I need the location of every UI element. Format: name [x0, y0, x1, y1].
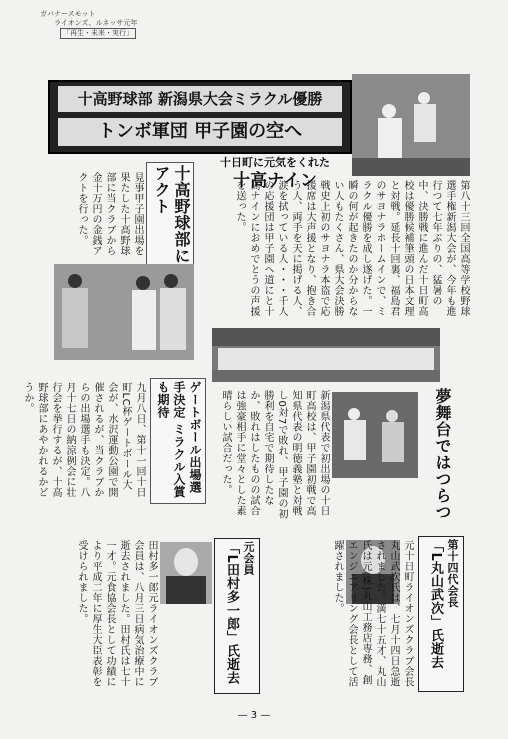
photo-baseball-celebration [352, 74, 470, 176]
main-article-text: 第八十三回全国高等学校野球選手権新潟大会が、今年も進行つて七年ぶりの、猛暑の中、決勝戦に進んだ十日町高校は優勝候補筆頭の日本文理と対戦。延長十回裏、福島君のサヨナラホームインで、ミラクル優勝を成し遂げた。一瞬の何が起きたのか分からない人もたくさん、県大会決勝戦史上初のサヨナラ本盗で応援席は大声援となり、抱き合う人、両手を天に掲げる人、涙を拭っている人・・・千人の応援団は甲子園へ道にと十高ナインにおめでとうの声援を送った。 [234, 180, 469, 317]
header-line-1: ガバナースモット [40, 10, 96, 18]
obituary-2-text: 田村多一郎元ライオンズクラブ会員は、八月三日病気治療中に逝去されました。田村氏は七十一才。元食協会長として功績により平成二年に厚生大臣表彰を受けられました。 [76, 540, 157, 687]
newsletter-header [40, 10, 137, 39]
headline-line-2: トンボ軍団 甲子園の空へ [58, 118, 342, 146]
obituary-1-title [418, 536, 464, 692]
page-number: — 3 — [237, 710, 271, 721]
headline-line-1: 十高野球部 新潟県大会ミラクル優勝 [58, 86, 342, 112]
photo-donation-ceremony [54, 264, 194, 360]
header-line-2: ライオンズ、ルネッサ元年 [54, 19, 138, 27]
headline-banner [48, 80, 352, 154]
obituary-2-role: 元会員 [242, 541, 255, 576]
photo-obituary-2-portrait [160, 542, 212, 604]
dream-title: 夢舞台ではつらつ [433, 388, 452, 520]
header-line-3: 「再生・未来・実行」 [60, 28, 136, 39]
photo-batter [332, 392, 418, 478]
photo-team-lineup [212, 328, 440, 382]
sub-headline-line-1: 十日町に元気をくれた [220, 156, 330, 169]
obituary-1-name: 「L丸山武次」氏逝去 [428, 539, 443, 670]
sub-headline-line-2: 十高ナイン [233, 171, 317, 191]
obituary-1-role: 第十四代会長 [446, 539, 459, 608]
act-text: 見事甲子園出場を果たした十高野球部に当クラブから金十万円の金銭アクトを行った。 [76, 172, 143, 256]
gateball-title: ゲートボール出場選手決定 ミラクル入賞も期待 [150, 378, 206, 504]
obituary-2-title [214, 538, 260, 694]
gateball-text: 九月八日、第十一回十日町LC杯ゲートボール大会が、水沢運動公園で開催されるが、当クラブからの出場選手も決定。八月十七日の納涼例会に壮行会を挙行するが、十高野球部にあやかれるかどうか。 [22, 382, 145, 498]
dream-text: 新潟県代表で初出場の十日町高校は、甲子園初戦で高知県代表の明徳義塾と対戦し0対7で敗れ、甲子園の初勝利を自宅で期待したなか、敗れはしたものの試合は強豪相手に堂々とした素晴らしい試合だった。 [220, 390, 329, 520]
obituary-2-name: 「L田村多一郎」氏逝去 [224, 541, 239, 685]
act-title: 十高野球部にアクト [146, 162, 194, 268]
obituary-1-text: 元十日町ライオンズクラブ会長丸山武次氏は、七月十四日急逝されました。満七十五才、丸山氏は元(株)丸山工務店専務、創エンジニアリング会長として活躍されました。 [332, 540, 413, 687]
